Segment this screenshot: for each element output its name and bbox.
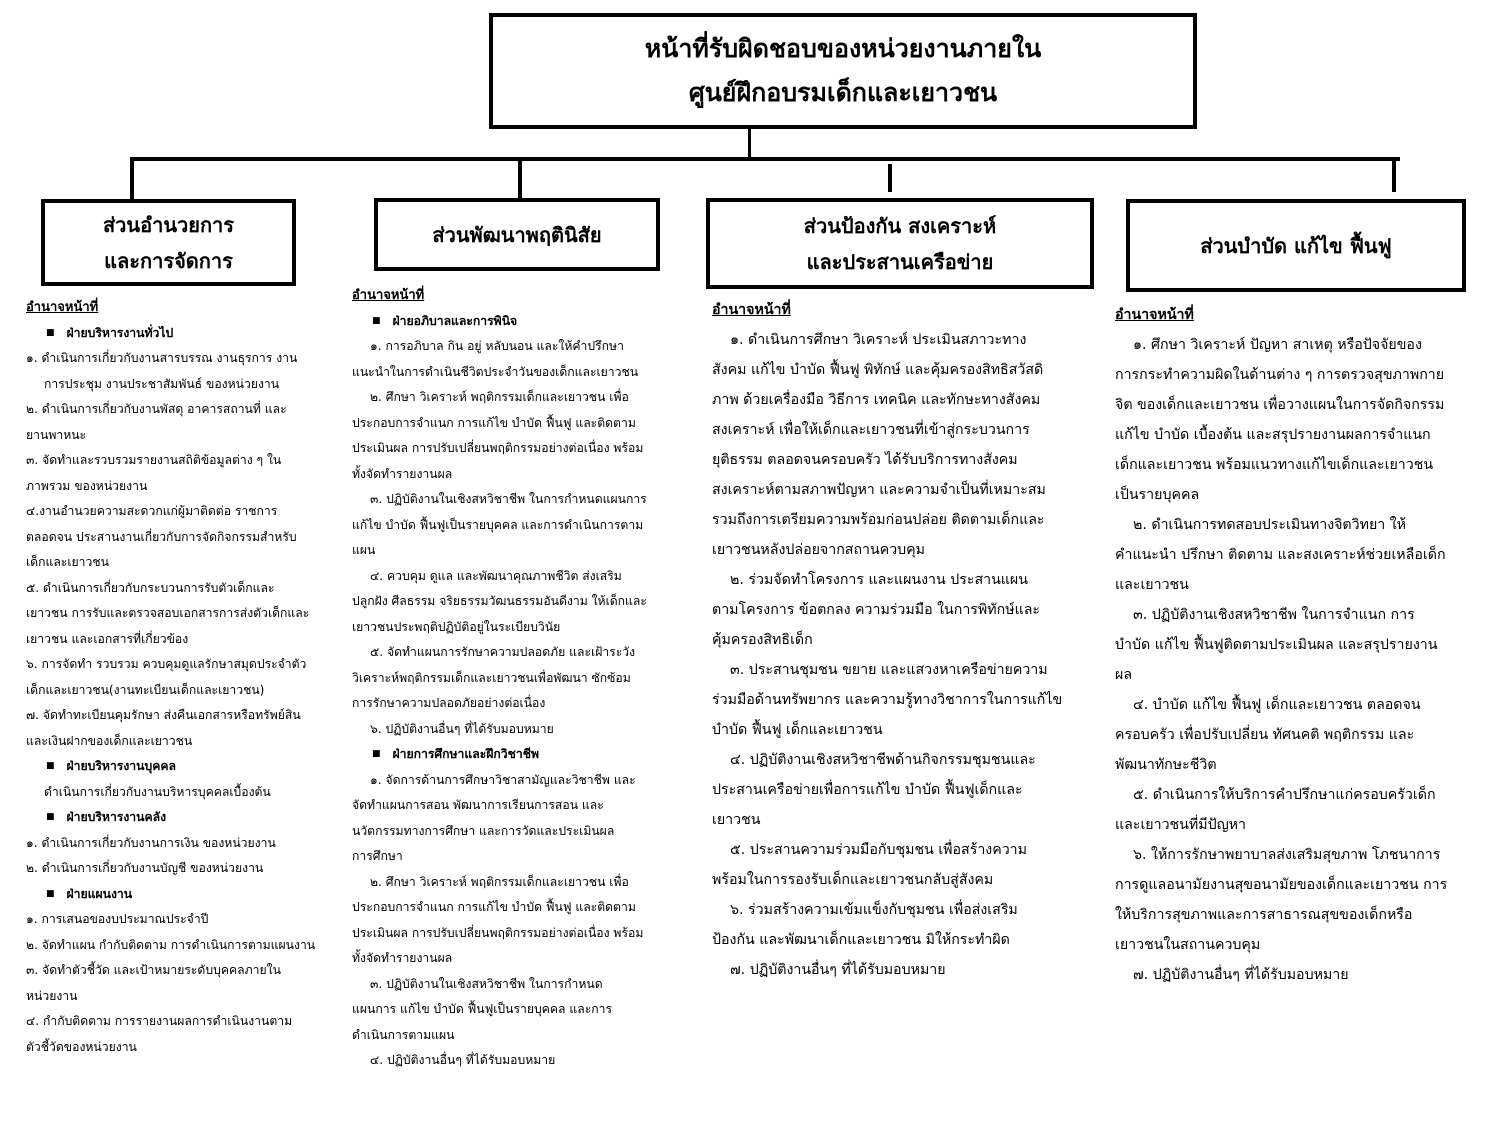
unit-name-line-1: ส่วนอำนวยการ xyxy=(102,212,235,237)
duty-line: ๒. ศึกษา วิเคราะห์ พฤติกรรมเด็กและเยาวชน เพื่อ xyxy=(370,390,629,404)
duty-line: และเงินฝากของเด็กและเยาวชน xyxy=(26,733,193,748)
duty-line: ป้องกัน และพัฒนาเด็กและเยาวชน มิให้กระทำผิด xyxy=(712,932,1010,948)
duty-line: เยาวชนประพฤติปฏิบัติอยู่ในระเบียบวินัย xyxy=(352,619,561,634)
duty-line: ร่วมมือด้านทรัพยากร และความรู้ทางวิชาการในการแก้ไข xyxy=(712,692,1063,708)
duty-line: เด็กและเยาวชน พร้อมแนวทางแก้ไขเด็กและเยาวชน xyxy=(1115,457,1434,473)
duty-line: จิต ของเด็กและเยาวชน เพื่อวางแผนในการจัดกิจกรรม xyxy=(1115,397,1445,413)
duty-line: เด็กและเยาวชน xyxy=(26,555,109,569)
duty-line: ๑. การเสนอของบประมาณประจำปี xyxy=(26,912,209,926)
title-line-1: หน้าที่รับผิดชอบของหน่วยงานภายใน xyxy=(644,34,1042,63)
duty-line: ๕. ดำเนินการเกี่ยวกับกระบวนการรับตัวเด็กและ xyxy=(26,580,275,595)
duty-line: ๖. ให้การรักษาพยาบาลส่งเสริมสุขภาพ โภชนาการ xyxy=(1133,847,1441,863)
duty-line: ประสานเครือข่ายเพื่อการแก้ไข บำบัด ฟื้นฟูเด็กและ xyxy=(712,782,1023,798)
unit-name-line-1: ส่วนพัฒนาพฤตินิสัย xyxy=(432,222,602,247)
duty-line: ประกอบการจำแนก การแก้ไข บำบัด ฟื้นฟู และติดตาม xyxy=(352,900,636,914)
section-heading: ■ ฝ่ายการศึกษาและฝึกวิชาชีพ xyxy=(352,742,647,768)
connector-title-stem xyxy=(748,129,751,159)
unit-box-treatment-rehabilitation xyxy=(1126,199,1466,292)
duty-line: ๔.งานอำนวยความสะดวกแก่ผู้มาติดต่อ ราชการ xyxy=(26,504,278,518)
duty-line: ๑. การอภิบาล กิน อยู่ หลับนอน และให้คำปรึกษา xyxy=(370,339,624,353)
duties-column-behavior-development xyxy=(352,283,647,1074)
duty-line: จัดทำแผนการสอน พัฒนาการเรียนการสอน และ xyxy=(352,798,604,812)
duty-line: ให้บริการสุขภาพและการสาธารณสุขของเด็กหรือ xyxy=(1115,907,1413,923)
connector-unit4 xyxy=(1392,157,1396,192)
duty-line: การรักษาความปลอดภัยอย่างต่อเนื่อง xyxy=(352,696,546,710)
duty-line: บำบัด ฟื้นฟู เด็กและเยาวชน xyxy=(712,722,883,738)
duty-line: แผน xyxy=(352,543,376,557)
duty-line: ภาพ ด้วยเครื่องมือ วิธีการ เทคนิค และทักษะทางสังคม xyxy=(712,392,1041,408)
duty-line: เยาวชนในสถานควบคุม xyxy=(1115,937,1261,953)
duty-line: ๕. ดำเนินการให้บริการคำปรึกษาแก่ครอบครัวเด็ก xyxy=(1133,787,1436,803)
duty-line: ๓. จัดทำและรวบรวมรายงานสถิติข้อมูลต่าง ๆ ใน xyxy=(26,453,282,467)
duty-heading: อำนาจหน้าที่ xyxy=(712,302,791,318)
duty-line: แก้ไข บำบัด เบื้องต้น และสรุปรายงานผลการจำแนก xyxy=(1115,427,1431,443)
duties-column-administration xyxy=(26,295,315,1060)
duty-line: และเยาวชน xyxy=(1115,577,1189,593)
duty-line: แนะนำในการดำเนินชีวิตประจำวันของเด็กและเยาวชน xyxy=(352,364,639,379)
duty-line: ทั้งจัดทำรายงานผล xyxy=(352,466,453,481)
duty-line: ดำเนินการตามแผน xyxy=(352,1027,455,1042)
duty-line: ๖. ร่วมสร้างความเข้มแข็งกับชุมชน เพื่อส่งเสริม xyxy=(730,902,1018,918)
duty-line: เยาวชน การรับและตรวจสอบเอกสารการส่งตัวเด็กและ xyxy=(26,606,310,620)
duty-line: ๑. ศึกษา วิเคราะห์ ปัญหา สาเหตุ หรือปัจจัยของ xyxy=(1133,337,1422,353)
duty-line: แก้ไข บำบัด ฟื้นฟูเป็นรายบุคคล และการดำเนินการตาม xyxy=(352,517,644,532)
connector-unit2 xyxy=(518,157,522,199)
unit-name-line-2: และการจัดการ xyxy=(104,248,233,273)
duty-line: หน่วยงาน xyxy=(26,988,78,1003)
duty-line: รวมถึงการเตรียมความพร้อมก่อนปล่อย ติดตามเด็กและ xyxy=(712,512,1045,528)
unit-box-administration xyxy=(41,199,296,286)
duty-line: ๓. ประสานชุมชน ขยาย และแสวงหาเครือข่ายความ xyxy=(730,662,1048,678)
unit-name-line-1: ส่วนป้องกัน สงเคราะห์ xyxy=(803,213,997,238)
duty-line: ๔. บำบัด แก้ไข ฟื้นฟู เด็กและเยาวชน ตลอดจน xyxy=(1133,697,1421,713)
duty-line: เด็กและเยาวชน(งานทะเบียนเด็กและเยาวชน) xyxy=(26,682,265,697)
duty-line: ๕. จัดทำแผนการรักษาความปลอดภัย และเฝ้าระวัง xyxy=(370,645,636,659)
duty-line: ภาพรวม ของหน่วยงาน xyxy=(26,478,148,493)
section-heading: ■ ฝ่ายบริหารงานทั่วไป xyxy=(26,321,315,347)
duty-line: พัฒนาทักษะชีวิต xyxy=(1115,757,1217,773)
duties-column-treatment-rehabilitation xyxy=(1115,300,1447,990)
unit-name-line-1: ส่วนบำบัด แก้ไข ฟื้นฟู xyxy=(1200,233,1392,258)
duty-line: การกระทำความผิดในด้านต่าง ๆ การตรวจสุขภาพกาย xyxy=(1115,367,1445,383)
duty-line: ๓. จัดทำตัวชี้วัด และเป้าหมายระดับบุคคลภายใน xyxy=(26,963,281,977)
duty-heading: อำนาจหน้าที่ xyxy=(352,288,425,303)
section-heading: ■ ฝ่ายอภิบาลและการพินิจ xyxy=(352,309,647,335)
duty-line: ครอบครัว เพื่อปรับเปลี่ยน ทัศนคติ พฤติกรรม และ xyxy=(1115,727,1415,743)
connector-unit3 xyxy=(888,164,892,192)
duty-line: ดำเนินการเกี่ยวกับงานบริหารบุคคลเบื้องต้น xyxy=(44,784,271,799)
duty-line: ผล xyxy=(1115,667,1133,683)
duty-line: ๒. ศึกษา วิเคราะห์ พฤติกรรมเด็กและเยาวชน เพื่อ xyxy=(370,874,629,889)
duty-line: ยานพาหนะ xyxy=(26,427,87,442)
duty-line: วิเคราะห์พฤติกรรมเด็กและเยาวชนเพื่อพัฒนา ซักซ้อม xyxy=(352,670,631,685)
section-heading: ■ ฝ่ายบริหารงานบุคคล xyxy=(26,754,315,780)
duty-line: ปลูกฝัง ศีลธรรม จริยธรรมวัฒนธรรมอันดีงาม ให้เด็กและ xyxy=(352,594,647,608)
duties-column-prevention-welfare xyxy=(712,295,1062,985)
duty-line: การศึกษา xyxy=(352,849,403,863)
connector-horizontal-bar xyxy=(130,157,1400,161)
duty-heading: อำนาจหน้าที่ xyxy=(1115,307,1194,323)
duty-line: คำแนะนำ ปรึกษา ติดตาม และสงเคราะห์ช่วยเหลือเด็ก xyxy=(1115,547,1446,563)
duty-line: ๔. กำกับติดตาม การรายงานผลการดำเนินงานตาม xyxy=(26,1014,293,1028)
duty-line: ๔. ปฏิบัติงานอื่นๆ ที่ได้รับมอบหมาย xyxy=(370,1053,556,1067)
duty-line: ๒. ดำเนินการเกี่ยวกับงานบัญชี ของหน่วยงาน xyxy=(26,861,264,875)
duty-line: ๑. ดำเนินการเกี่ยวกับงานการเงิน ของหน่วยงาน xyxy=(26,835,276,850)
duty-heading: อำนาจหน้าที่ xyxy=(26,300,99,315)
duty-line: ประเมินผล การปรับเปลี่ยนพฤติกรรมอย่างต่อเนื่อง พร้อม xyxy=(352,925,644,940)
duty-line: ๒. ร่วมจัดทำโครงการ และแผนงาน ประสานแผน xyxy=(730,572,1028,588)
duty-line: ๑. ดำเนินการศึกษา วิเคราะห์ ประเมินสภาวะทาง xyxy=(730,332,1027,348)
duty-line: ยุติธรรม ตลอดจนครอบครัว ได้รับบริการทางสังคม xyxy=(712,452,1018,468)
duty-line: ๖. การจัดทำ รวบรวม ควบคุมดูแลรักษาสมุดประจำตัว xyxy=(26,657,307,671)
duty-line: ประกอบการจำแนก การแก้ไข บำบัด ฟื้นฟู และติดตาม xyxy=(352,415,636,430)
duty-line: ๓. ปฏิบัติงานเชิงสหวิชาชีพ ในการจำแนก การ xyxy=(1133,607,1415,623)
duty-line: เยาวชน และเอกสารที่เกี่ยวข้อง xyxy=(26,631,189,646)
title-line-2: ศูนย์ฝึกอบรมเด็กและเยาวชน xyxy=(688,78,998,107)
duty-line: ๒. ดำเนินการทดสอบประเมินทางจิตวิทยา ให้ xyxy=(1133,517,1407,533)
org-chart-title-box xyxy=(489,13,1197,129)
duty-line: สงเคราะห์ เพื่อให้เด็กและเยาวชนที่เข้าสู่กระบวนการ xyxy=(712,422,1030,438)
duty-line: ตัวชี้วัดของหน่วยงาน xyxy=(26,1039,137,1054)
duty-line: ๗. ปฏิบัติงานอื่นๆ ที่ได้รับมอบหมาย xyxy=(730,962,946,978)
duty-line: การดูแลอนามัยงานสุขอนามัยของเด็กและเยาวชน การ xyxy=(1115,877,1448,893)
duty-line: นวัตกรรมทางการศึกษา และการวัดและประเมินผล xyxy=(352,823,615,838)
duty-line: ๖. ปฏิบัติงานอื่นๆ ที่ได้รับมอบหมาย xyxy=(370,721,554,736)
connector-unit1 xyxy=(130,157,134,199)
duty-line: ตลอดจน ประสานงานเกี่ยวกับการจัดกิจกรรมสำหรับ xyxy=(26,529,297,544)
duty-line: และเยาวชนที่มีปัญหา xyxy=(1115,817,1246,833)
duty-line: การประชุม งานประชาสัมพันธ์ ของหน่วยงาน xyxy=(44,376,280,391)
duty-line: สังคม แก้ไข บำบัด ฟื้นฟู พิทักษ์ และคุ้มครองสิทธิสวัสดิ xyxy=(712,362,1044,378)
duty-line: ประเมินผล การปรับเปลี่ยนพฤติกรรมอย่างต่อเนื่อง พร้อม xyxy=(352,441,644,455)
duty-line: เยาวชนหลังปล่อยจากสถานควบคุม xyxy=(712,542,926,558)
section-heading: ■ ฝ่ายแผนงาน xyxy=(26,882,315,908)
duty-line: ๔. ควบคุม ดูแล และพัฒนาคุณภาพชีวิต ส่งเสริม xyxy=(370,568,622,583)
unit-box-behavior-development xyxy=(374,198,660,271)
unit-name-line-2: และประสานเครือข่าย xyxy=(806,249,994,274)
duty-line: พร้อมในการรองรับเด็กและเยาวชนกลับสู่สังคม xyxy=(712,872,994,888)
duty-line: ๒. ดำเนินการเกี่ยวกับงานพัสดุ อาคารสถานที่ และ xyxy=(26,402,287,416)
duty-line: เยาวชน xyxy=(712,812,761,828)
duty-line: ๕. ประสานความร่วมมือกับชุมชน เพื่อสร้างความ xyxy=(730,842,1028,858)
duty-line: ๑. ดำเนินการเกี่ยวกับงานสารบรรณ งานธุรการ งาน xyxy=(26,351,298,365)
duty-line: บำบัด แก้ไข ฟื้นฟูติดตามประเมินผล และสรุปรายงาน xyxy=(1115,637,1438,653)
duty-line: แผนการ แก้ไข บำบัด ฟื้นฟูเป็นรายบุคคล และการ xyxy=(352,1002,613,1016)
duty-line: เป็นรายบุคคล xyxy=(1115,487,1200,503)
duty-line: ๒. จัดทำแผน กำกับติดตาม การดำเนินการตามแผนงาน xyxy=(26,937,316,952)
duty-line: คุ้มครองสิทธิเด็ก xyxy=(712,632,813,648)
duty-line: ทั้งจัดทำรายงานผล xyxy=(352,951,453,965)
duty-line: ๓. ปฏิบัติงานในเชิงสหวิชาชีพ ในการกำหนด xyxy=(370,976,603,991)
duty-line: ๔. ปฏิบัติงานเชิงสหวิชาชีพด้านกิจกรรมชุมชนและ xyxy=(730,752,1036,768)
section-heading: ■ ฝ่ายบริหารงานคลัง xyxy=(26,805,315,831)
duty-line: ๗. ปฏิบัติงานอื่นๆ ที่ได้รับมอบหมาย xyxy=(1133,967,1349,983)
unit-box-prevention-welfare xyxy=(706,198,1094,289)
duty-line: ๗. จัดทำทะเบียนคุมรักษา ส่งคืนเอกสารหรือทรัพย์สิน xyxy=(26,708,301,722)
duty-line: ๑. จัดการด้านการศึกษาวิชาสามัญและวิชาชีพ และ xyxy=(370,772,636,787)
duty-line: ๓. ปฏิบัติงานในเชิงสหวิชาชีพ ในการกำหนดแผนการ xyxy=(370,492,647,506)
duty-line: ตามโครงการ ข้อตกลง ความร่วมมือ ในการพิทักษ์และ xyxy=(712,602,1041,618)
duty-line: สงเคราะห์ตามสภาพปัญหา และความจำเป็นที่เหมาะสม xyxy=(712,482,1046,498)
